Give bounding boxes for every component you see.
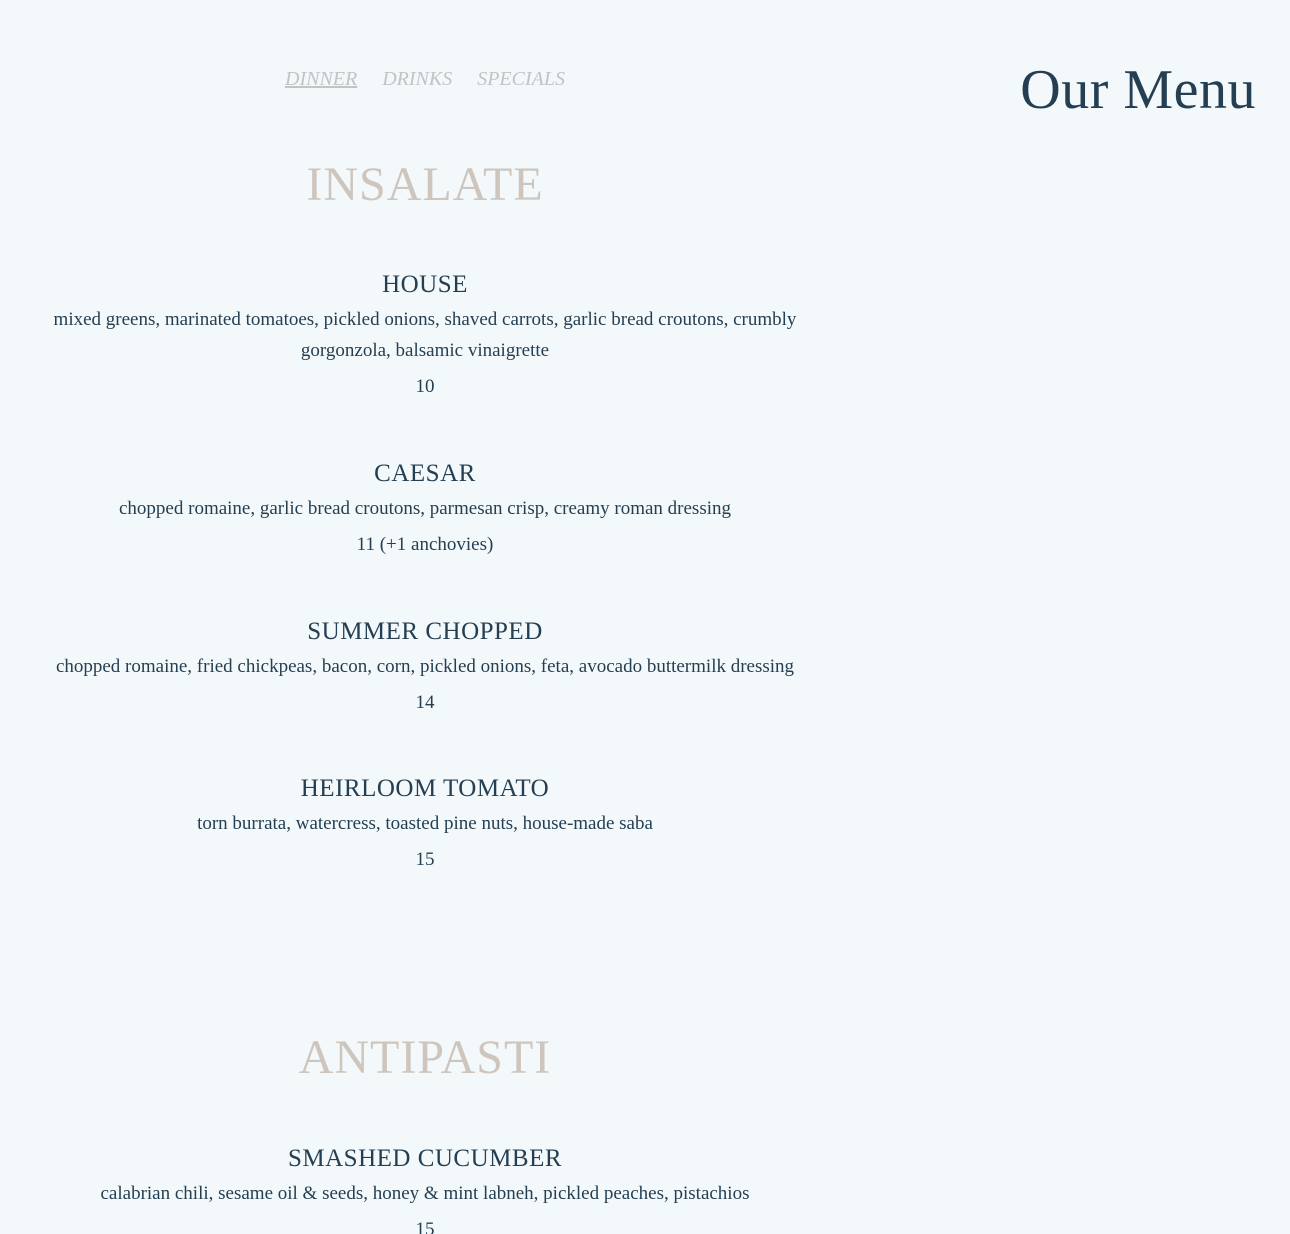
menu-item-name: HOUSE: [382, 271, 468, 298]
nav-link-dinner[interactable]: DINNER: [285, 68, 358, 90]
menu-category-nav: [285, 68, 565, 91]
menu-item-price: 10: [415, 376, 435, 397]
section-heading-insalate: INSALATE: [306, 158, 544, 211]
menu-item-description: calabrian chili, sesame oil & seeds, honey & mint labneh, pickled peaches, pistachios: [100, 1183, 750, 1204]
menu-item: [0, 774, 850, 871]
menu-item-price: 14: [415, 692, 435, 713]
menu-item-description: torn burrata, watercress, toasted pine nuts, house-made saba: [197, 813, 653, 834]
menu-item-name: HEIRLOOM TOMATO: [300, 775, 550, 802]
menu-item-name: SUMMER CHOPPED: [307, 618, 543, 645]
menu-item-description: mixed greens, marinated tomatoes, pickled onions, shaved carrots, garlic bread croutons, crumbly gorgonzola, balsamic vinaigrette: [53, 309, 797, 361]
menu-item-name: SMASHED CUCUMBER: [287, 1145, 563, 1172]
menu-item-price: 15: [415, 849, 435, 870]
nav-link-drinks[interactable]: DRINKS: [382, 68, 453, 90]
menu-item: [0, 1144, 850, 1234]
menu-item: [0, 270, 850, 398]
menu-item-price: 11 (+1 anchovies): [356, 534, 494, 555]
menu-item: [0, 617, 850, 714]
menu-item-name: CAESAR: [374, 460, 476, 487]
menu-item: [0, 459, 850, 556]
menu-item-description: chopped romaine, garlic bread croutons, parmesan crisp, creamy roman dressing: [119, 498, 731, 519]
nav-link-specials[interactable]: SPECIALS: [477, 68, 565, 90]
page-title: Our Menu: [1020, 59, 1256, 121]
section-heading-antipasti: ANTIPASTI: [298, 1031, 552, 1084]
menu-item-price: 15: [415, 1219, 435, 1234]
menu-item-description: chopped romaine, fried chickpeas, bacon, corn, pickled onions, feta, avocado buttermilk dressing: [55, 656, 795, 677]
